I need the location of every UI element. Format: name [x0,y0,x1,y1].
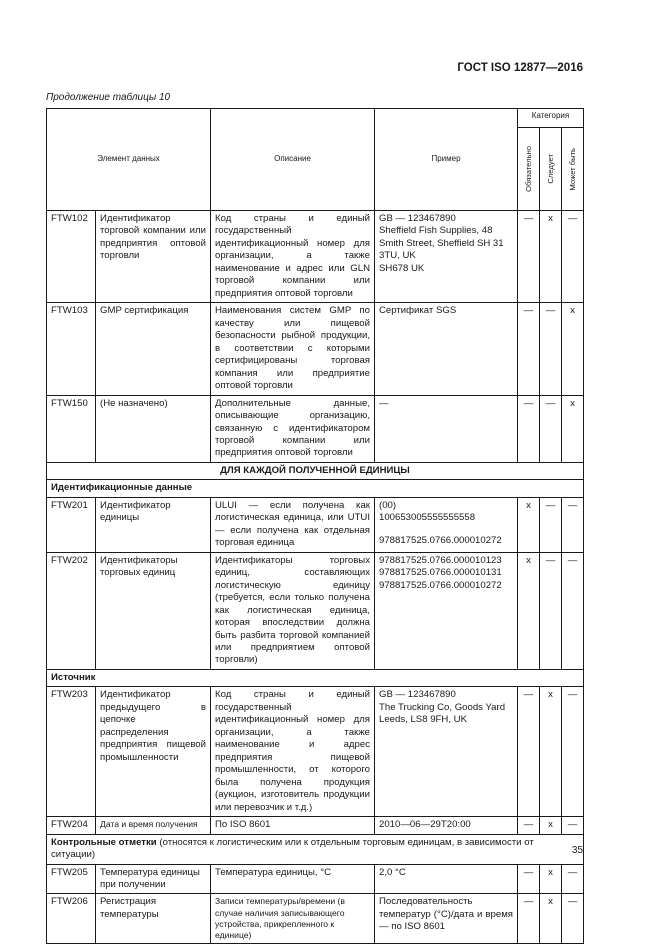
row-may: — [562,552,584,669]
header-category: Категория [518,109,584,128]
row-example: 978817525.0766.000010123 978817525.0766.000010131 978817525.0766.000010272 [375,552,518,669]
row-mandatory: — [518,687,540,817]
row-may: — [562,817,584,834]
row-description: ULUI — если получена как логистическая единица, или UTUI — если получена как отдельная торговая единица [211,497,375,552]
row-code: FTW201 [47,497,96,552]
row-name: Температура единицы при получении [96,864,211,894]
row-example: — [375,395,518,462]
row-mandatory: — [518,211,540,303]
row-example-part2: 978817525.0766.000010272 [379,534,502,546]
row-code: FTW150 [47,395,96,462]
row-should: — [540,303,562,395]
row-may: — [562,864,584,894]
row-should: x [540,894,562,944]
row-should: — [540,552,562,669]
row-may: — [562,687,584,817]
row-description: Код страны и единый государственный идентификационный номер для организации, а также наименование и адрес предприятия пищевой промышленности, от которого была получена продукция (аукцион, изготовитель продукции или перевозчик и т.д.) [211,687,375,817]
row-code: FTW204 [47,817,96,834]
header-mandatory: Обязательно [518,128,540,211]
subsection-control-marks [47,834,584,864]
row-code: FTW206 [47,894,96,944]
row-code: FTW102 [47,211,96,303]
table-row [47,497,584,552]
row-example: Сертификат SGS [375,303,518,395]
row-example: GB — 123467890 Sheffield Fish Supplies, 48 Smith Street, Sheffield SH 31 3TU, UK SH678 UK [375,211,518,303]
row-description: Дополнительные данные, описывающие организацию, связанную с идентификатором торговой компании или предприятия оптовой торговли [211,395,375,462]
row-should: x [540,864,562,894]
header-element: Элемент данных [47,109,211,211]
row-description: Наименования систем GMP по качеству или пищевой безопасности рыбной продукции, в соответствии с которыми сертифицированы торговая компания или предприятие оптовой торговли [211,303,375,395]
row-mandatory: x [518,497,540,552]
row-example: 2,0 °С [375,864,518,894]
row-name: Идентификатор единицы [96,497,211,552]
row-description: По ISO 8601 [211,817,375,834]
row-mandatory: — [518,817,540,834]
row-should: x [540,817,562,834]
header-example: Пример [375,109,518,211]
table-row [47,687,584,817]
row-may: x [562,395,584,462]
row-example: GB — 123467890 The Trucking Co, Goods Yard Leeds, LS8 9FH, UK [375,687,518,817]
header-should: Следует [540,128,562,211]
table-row [47,864,584,894]
subsection-row [47,669,584,686]
row-description: Идентификаторы торговых единиц, составляющих логистическую единицу (требуется, если только получена как логистическая единица, которая впоследствии должна быть разбита торговой компанией или предприятием оптовой торговли) [211,552,375,669]
row-example-part1: (00) 100653005555555558 [379,499,476,524]
row-mandatory: — [518,864,540,894]
row-may: x [562,303,584,395]
table-row [47,552,584,669]
row-code: FTW205 [47,864,96,894]
row-mandatory: — [518,395,540,462]
row-mandatory: — [518,894,540,944]
row-name: (Не назначено) [96,395,211,462]
row-description: Записи температуры/времени (в случае наличия записывающего устройства, прикрепленного к единице) [211,894,375,944]
standard-header: ГОСТ ISO 12877—2016 [457,62,583,74]
section-row [47,462,584,479]
row-should: — [540,395,562,462]
subsection-source: Источник [47,669,584,686]
table-caption: Продолжение таблицы 10 [46,92,171,103]
header-description: Описание [211,109,375,211]
data-table [46,108,584,944]
row-example [375,497,518,552]
row-may: — [562,497,584,552]
header-may: Может быть [562,128,584,211]
row-name: Идентификаторы торговых единиц [96,552,211,669]
row-example: Последовательность температур (°С)/дата и время — по ISO 8601 [375,894,518,944]
subsection-control-marks-note: (относятся к логистическим или к отдельным торговым единицам, в зависимости от ситуации) [51,836,534,861]
row-name: GMP сертификация [96,303,211,395]
table-row [47,211,584,303]
table-row [47,817,584,834]
subsection-identification: Идентификационные данные [47,480,584,497]
row-name: Регистрация температуры [96,894,211,944]
row-name: Идентификатор предыдущего в цепочке распределения предприятия пищевой промышленности [96,687,211,817]
subsection-control-marks-title: Контрольные отметки [51,836,157,848]
row-code: FTW103 [47,303,96,395]
header-row [47,109,584,128]
row-should: x [540,211,562,303]
table-row [47,303,584,395]
row-should: — [540,497,562,552]
page-number: 35 [571,845,583,856]
row-mandatory: — [518,303,540,395]
row-description: Температура единицы, °С [211,864,375,894]
row-description: Код страны и единый государственный идентификационный номер для организации, а также наименование и адрес или GLN торговой компании или предприятия оптовой торговли [211,211,375,303]
row-name: Дата и время получения [96,817,211,834]
row-code: FTW203 [47,687,96,817]
row-name: Идентификатор торговой компании или предприятия оптовой торговли [96,211,211,303]
section-title: ДЛЯ КАЖДОЙ ПОЛУЧЕННОЙ ЕДИНИЦЫ [47,462,584,479]
row-may: — [562,894,584,944]
row-code: FTW202 [47,552,96,669]
table-row [47,894,584,944]
subsection-row [47,834,584,864]
row-may: — [562,211,584,303]
row-should: x [540,687,562,817]
row-mandatory: x [518,552,540,669]
row-example: 2010—06—29T20:00 [375,817,518,834]
subsection-row [47,480,584,497]
table-row [47,395,584,462]
